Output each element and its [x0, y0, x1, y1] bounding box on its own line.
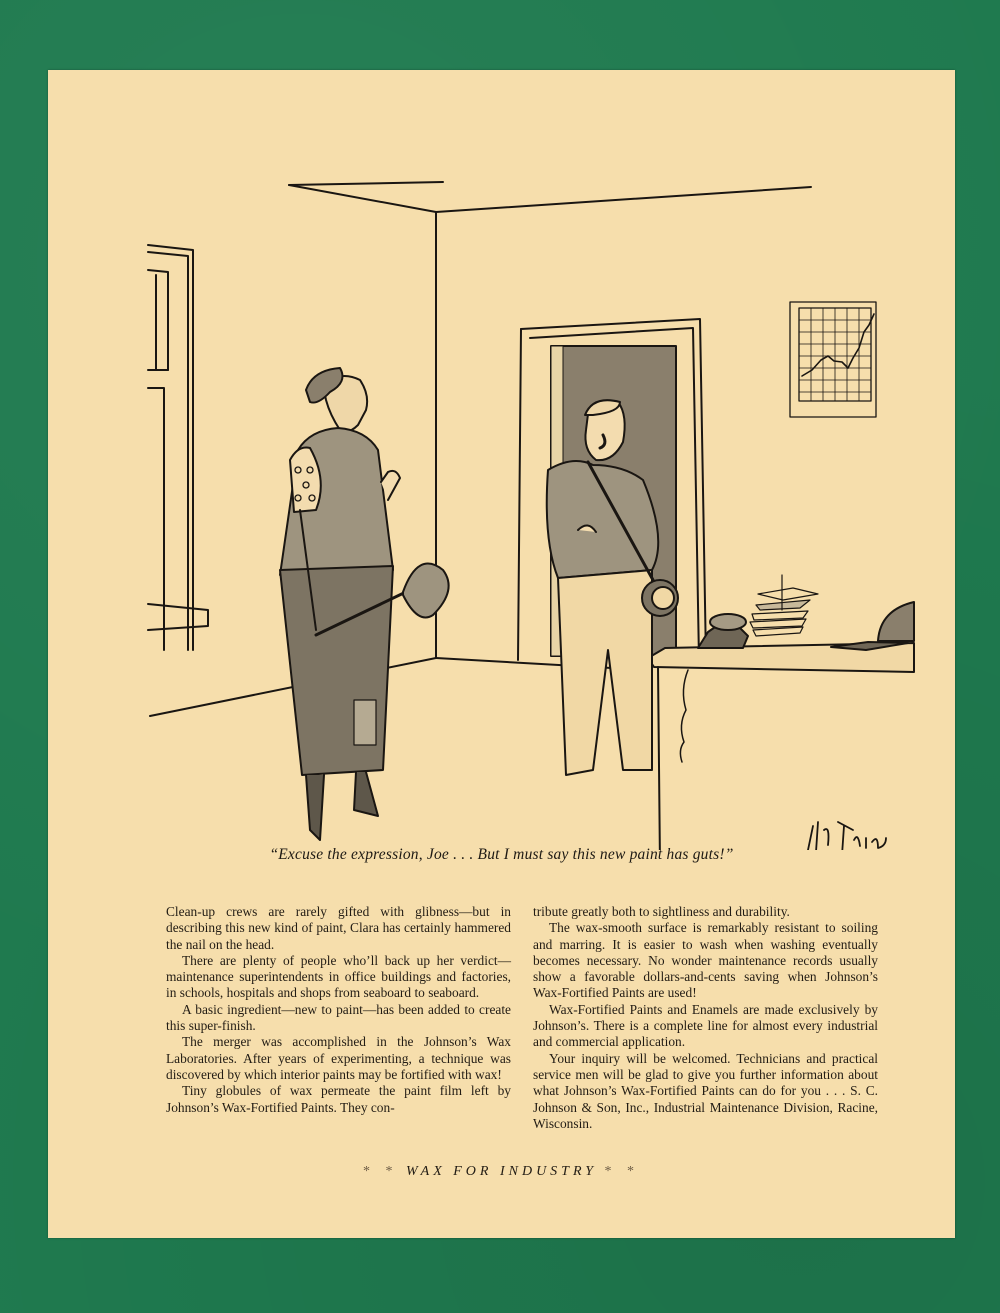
phone-cord [680, 670, 688, 762]
body-copy [166, 904, 878, 1132]
paragraph: Your inquiry will be welcomed. Technicians and practical service men will be glad to give you further information about what Johnson’s Wax-Fortified Paints can do for you . . . S. C. Johnson & Son, Inc., Industrial Maintenance Division, Racine, Wisconsin. [533, 1050, 878, 1131]
footer-tagline [48, 1164, 955, 1180]
cartoon-illustration [48, 70, 955, 850]
paragraph: The wax-smooth surface is remarkably resistant to soiling and marring. It is easier to wash when washing eventually becomes necessary. No wonder maintenance records usually show a favorable dollars-and-cents saving when Johnson’s Wax-Fortified Paints are used! [533, 920, 878, 1001]
paragraph: A basic ingredient—new to paint—has been added to create this super-finish. [166, 1001, 511, 1034]
paragraph: tribute greatly both to sightliness and durability. [533, 904, 790, 919]
paragraph: Tiny globules of wax permeate the paint film left by Johnson’s Wax-Fortified Paints. They con- [166, 1083, 511, 1115]
tagline-text: WAX FOR INDUSTRY [405, 1164, 598, 1179]
star-ornament: * * [362, 1164, 399, 1179]
star-ornament: * * [604, 1164, 641, 1179]
advertisement-page [48, 70, 955, 1238]
left-column [166, 904, 511, 1132]
paragraph: There are plenty of people who’ll back up her verdict—maintenance superintendents in office buildings and factories, in schools, hospitals and shops from seaboard to seaboard. [166, 952, 511, 1001]
desk [648, 575, 914, 850]
right-column [533, 904, 878, 1132]
paragraph: Wax-Fortified Paints and Enamels are made exclusively by Johnson’s. There is a complete line for almost every industrial and commercial application. [533, 1001, 878, 1050]
wall-chart [790, 302, 876, 417]
paragraph: Clean-up crews are rarely gifted with glibness—but in describing this new kind of paint, Clara has certainly hammered the nail on the head. [166, 904, 511, 952]
paragraph: The merger was accomplished in the Johnson’s Wax Laboratories. After years of experimenting, a technique was discovered by which interior paints may be fortified with wax! [166, 1034, 511, 1082]
cartoon-caption: “Excuse the expression, Joe . . . But I must say this new paint has guts!” [269, 846, 734, 863]
woman-figure [280, 368, 449, 840]
